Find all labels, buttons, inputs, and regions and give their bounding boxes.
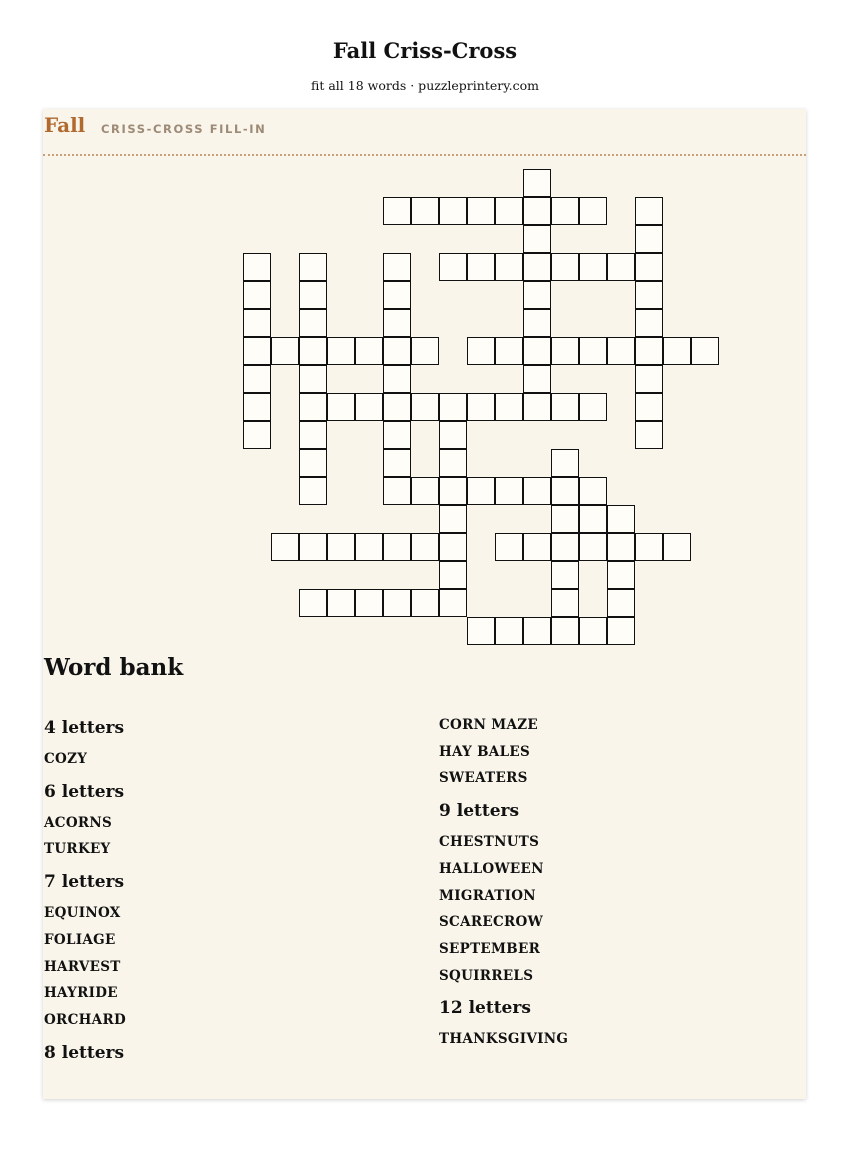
word-bank-entry: HAYRIDE [44, 985, 118, 1002]
grid-cell[interactable] [299, 477, 327, 505]
word-bank-entry: HAY BALES [439, 743, 531, 760]
grid-cell[interactable] [579, 533, 607, 561]
grid-cell[interactable] [383, 281, 411, 309]
word-group [44, 871, 404, 1034]
word-group [439, 800, 799, 989]
grid-cell[interactable] [299, 449, 327, 477]
grid-cell[interactable] [523, 169, 551, 197]
grid-cell[interactable] [635, 281, 663, 309]
grid-cell[interactable] [243, 337, 271, 365]
grid-cell[interactable] [411, 589, 439, 617]
grid-cell[interactable] [439, 533, 467, 561]
grid-cell[interactable] [439, 477, 467, 505]
word-group-heading: 4 letters [44, 718, 125, 738]
word-bank-entry: HALLOWEEN [439, 860, 544, 877]
grid-cell[interactable] [579, 197, 607, 225]
grid-cell[interactable] [383, 365, 411, 393]
grid-cell[interactable] [355, 393, 383, 421]
grid-cell[interactable] [467, 617, 495, 645]
word-group [44, 1042, 404, 1064]
grid-cell[interactable] [467, 393, 495, 421]
word-group-heading: 6 letters [44, 781, 125, 802]
grid-cell[interactable] [383, 477, 411, 505]
word-group [44, 717, 404, 773]
grid-cell[interactable] [495, 253, 523, 281]
grid-cell[interactable] [579, 337, 607, 365]
word-group-heading: 8 letters [44, 1042, 125, 1063]
grid-cell[interactable] [551, 393, 579, 421]
page-title: Fall Criss-Cross [332, 38, 518, 63]
grid-cell[interactable] [299, 589, 327, 617]
grid-cell[interactable] [439, 393, 467, 421]
grid-cell[interactable] [551, 253, 579, 281]
brand-label: Fall [44, 113, 86, 137]
word-bank-entry: CORN MAZE [439, 717, 539, 733]
grid-cell[interactable] [635, 421, 663, 449]
grid-cell[interactable] [607, 337, 635, 365]
grid-cell[interactable] [355, 337, 383, 365]
grid-cell[interactable] [383, 197, 411, 225]
word-group [439, 712, 799, 792]
grid-cell[interactable] [299, 281, 327, 309]
word-bank-entry: TURKEY [44, 841, 111, 858]
grid-cell[interactable] [299, 533, 327, 561]
grid-cell[interactable] [439, 197, 467, 225]
grid-cell[interactable] [243, 393, 271, 421]
grid-cell[interactable] [551, 561, 579, 589]
grid-cell[interactable] [635, 337, 663, 365]
grid-cell[interactable] [439, 253, 467, 281]
word-bank-entry: THANKSGIVING [439, 1031, 569, 1048]
grid-cell[interactable] [551, 337, 579, 365]
grid-cell[interactable] [243, 253, 271, 281]
grid-cell[interactable] [327, 337, 355, 365]
grid-cell[interactable] [523, 533, 551, 561]
grid-cell[interactable] [467, 197, 495, 225]
word-bank-entry: HARVEST [44, 958, 121, 975]
grid-cell[interactable] [551, 617, 579, 645]
grid-cell[interactable] [663, 533, 691, 561]
grid-cell[interactable] [551, 449, 579, 477]
grid-cell[interactable] [383, 533, 411, 561]
grid-cell[interactable] [551, 197, 579, 225]
grid-cell[interactable] [635, 365, 663, 393]
grid-cell[interactable] [551, 505, 579, 533]
grid-cell[interactable] [383, 309, 411, 337]
grid-cell[interactable] [439, 421, 467, 449]
puzzle-kind-label: CRISS-CROSS FILL-IN [101, 122, 267, 136]
word-bank-entry: SEPTEMBER [439, 940, 541, 957]
word-bank-entry: COZY [44, 751, 88, 767]
grid-cell[interactable] [579, 477, 607, 505]
word-bank-entry: SCARECROW [439, 914, 544, 931]
grid-cell[interactable] [607, 533, 635, 561]
grid-cell[interactable] [607, 617, 635, 645]
word-group [44, 781, 404, 863]
grid-cell[interactable] [691, 337, 719, 365]
word-group-heading: 9 letters [439, 801, 520, 822]
grid-cell[interactable] [495, 337, 523, 365]
grid-cell[interactable] [607, 589, 635, 617]
grid-cell[interactable] [299, 309, 327, 337]
grid-cell[interactable] [467, 337, 495, 365]
word-group-heading: 7 letters [44, 872, 125, 893]
grid-cell[interactable] [383, 589, 411, 617]
grid-cell[interactable] [439, 449, 467, 477]
grid-cell[interactable] [355, 589, 383, 617]
grid-cell[interactable] [551, 533, 579, 561]
word-group [439, 997, 799, 1053]
grid-cell[interactable] [663, 337, 691, 365]
grid-cell[interactable] [271, 533, 299, 561]
grid-cell[interactable] [411, 197, 439, 225]
grid-cell[interactable] [243, 421, 271, 449]
grid-cell[interactable] [243, 309, 271, 337]
word-bank-entry: SQUIRRELS [439, 967, 534, 984]
crossword-grid [43, 109, 806, 654]
grid-cell[interactable] [523, 197, 551, 225]
grid-cell[interactable] [635, 309, 663, 337]
word-bank-column-right [439, 712, 799, 1059]
grid-cell[interactable] [327, 533, 355, 561]
grid-cell[interactable] [411, 393, 439, 421]
grid-cell[interactable] [299, 393, 327, 421]
grid-cell[interactable] [411, 477, 439, 505]
grid-cell[interactable] [271, 337, 299, 365]
word-bank-entry: FOLIAGE [44, 931, 116, 948]
word-bank-title: Word bank [44, 654, 184, 681]
grid-cell[interactable] [439, 505, 467, 533]
grid-cell[interactable] [607, 253, 635, 281]
puzzle-panel [43, 109, 806, 1099]
grid-cell[interactable] [551, 477, 579, 505]
grid-cell[interactable] [607, 561, 635, 589]
grid-cell[interactable] [579, 505, 607, 533]
grid-cell[interactable] [523, 337, 551, 365]
word-group-heading: 12 letters [439, 998, 531, 1019]
grid-cell[interactable] [635, 225, 663, 253]
grid-cell[interactable] [383, 393, 411, 421]
grid-cell[interactable] [523, 225, 551, 253]
grid-cell[interactable] [299, 421, 327, 449]
grid-cell[interactable] [355, 533, 383, 561]
grid-cell[interactable] [523, 477, 551, 505]
grid-cell[interactable] [327, 589, 355, 617]
word-bank-entry: MIGRATION [439, 887, 536, 904]
word-bank-column-left [44, 709, 404, 1071]
grid-cell[interactable] [383, 449, 411, 477]
grid-cell[interactable] [299, 365, 327, 393]
word-bank-entry: ORCHARD [44, 1011, 126, 1028]
grid-cell[interactable] [411, 533, 439, 561]
word-bank-entry: CHESTNUTS [439, 834, 540, 851]
word-bank-entry: SWEATERS [439, 770, 528, 787]
grid-cell[interactable] [551, 589, 579, 617]
grid-cell[interactable] [635, 393, 663, 421]
grid-cell[interactable] [523, 617, 551, 645]
grid-cell[interactable] [523, 253, 551, 281]
grid-cell[interactable] [299, 337, 327, 365]
grid-cell[interactable] [243, 281, 271, 309]
grid-cell[interactable] [495, 197, 523, 225]
grid-cell[interactable] [383, 253, 411, 281]
grid-cell[interactable] [467, 477, 495, 505]
word-bank-entry: EQUINOX [44, 905, 121, 922]
grid-cell[interactable] [579, 393, 607, 421]
grid-cell[interactable] [523, 393, 551, 421]
grid-cell[interactable] [579, 253, 607, 281]
grid-cell[interactable] [439, 589, 467, 617]
grid-cell[interactable] [635, 253, 663, 281]
grid-cell[interactable] [243, 365, 271, 393]
grid-cell[interactable] [607, 505, 635, 533]
grid-cell[interactable] [495, 477, 523, 505]
page-subtitle: fit all 18 words · puzzleprintery.com [311, 78, 539, 93]
grid-cell[interactable] [523, 365, 551, 393]
grid-cell[interactable] [383, 337, 411, 365]
grid-cell[interactable] [299, 253, 327, 281]
grid-cell[interactable] [579, 617, 607, 645]
grid-cell[interactable] [523, 281, 551, 309]
grid-cell[interactable] [635, 533, 663, 561]
grid-cell[interactable] [467, 253, 495, 281]
grid-cell[interactable] [495, 617, 523, 645]
grid-cell[interactable] [635, 197, 663, 225]
word-bank-entry: ACORNS [44, 814, 113, 831]
grid-cell[interactable] [495, 533, 523, 561]
grid-cell[interactable] [327, 393, 355, 421]
grid-cell[interactable] [383, 421, 411, 449]
grid-cell[interactable] [495, 393, 523, 421]
grid-cell[interactable] [411, 337, 439, 365]
grid-cell[interactable] [439, 561, 467, 589]
grid-cell[interactable] [523, 309, 551, 337]
